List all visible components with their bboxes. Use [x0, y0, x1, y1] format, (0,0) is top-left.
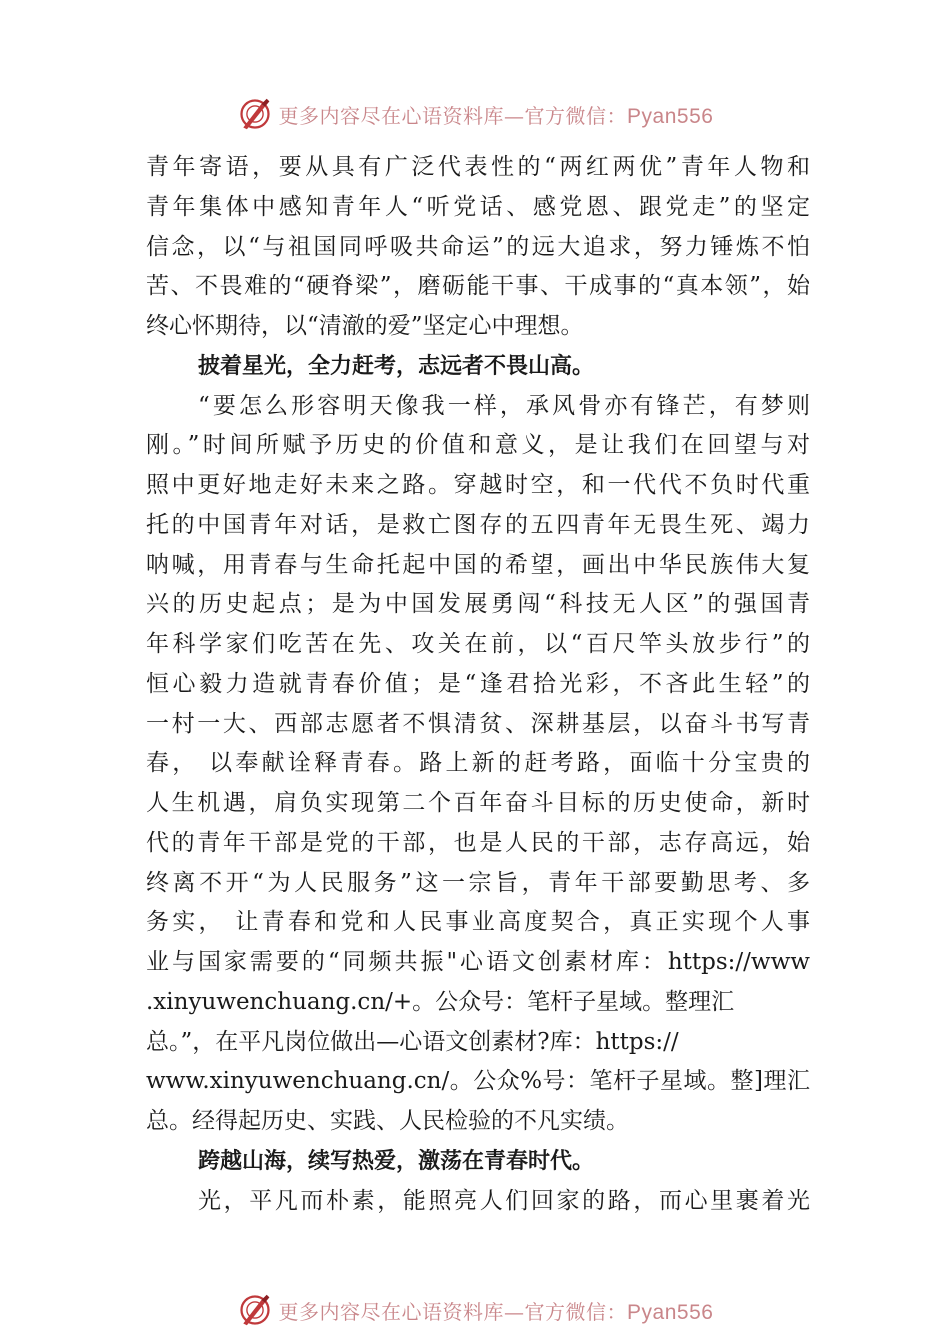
text-line: 业与国家需要的“同频共振"心语文创素材库：https://www: [146, 949, 810, 975]
text-line: 照中更好地走好未来之路。穿越时空，和一代代不负时代重: [146, 472, 810, 498]
text-line: 托的中国青年对话，是救亡图存的五四青年无畏生死、竭力: [146, 511, 810, 538]
paragraph-2: [146, 387, 810, 1142]
text-line: 年科学家们吃苦在先、攻关在前，以“百尺竿头放步行”的: [146, 631, 810, 657]
text-line: 春， 以奉献诠释青春。路上新的赶考路，面临十分宝贵的: [146, 750, 810, 777]
text-line: 兴的历史起点；是为中国发展勇闯“科技无人区”的强国青: [146, 591, 810, 618]
text-line: 刚。”时间所赋予历史的价值和意义，是让我们在回望与对: [146, 432, 810, 459]
text-line: 信念，以“与祖国同呼吸共命运”的远大追求，努力锤炼不怕: [146, 233, 810, 260]
pen-logo-icon: [237, 1292, 273, 1328]
text-line: 一村一大、西部志愿者不惧清贫、深耕基层，以奋斗书写青: [146, 710, 810, 737]
footer-wechat-id: Pyan556: [627, 1300, 714, 1324]
text-line: “要怎么形容明天像我一样，承风骨亦有锋芒，有梦则: [198, 392, 810, 419]
text-line: 人生机遇，肩负实现第二个百年奋斗目标的历史使命，新时: [146, 790, 810, 816]
text-line: 光，平凡而朴素，能照亮人们回家的路，而心里裹着光: [198, 1187, 810, 1214]
footer-banner-text: 更多内容尽在心语资料库—官方微信：Pyan556: [278, 1299, 714, 1324]
text-line: 青年寄语，要从具有广泛代表性的“两红两优”青年人物和: [146, 154, 810, 180]
header-banner-text: 更多内容尽在心语资料库—官方微信：Pyan556: [278, 103, 714, 128]
paragraph-1: [146, 148, 810, 347]
text-line: 终心怀期待，以“清澈的爱”坚定心中理想。: [146, 313, 584, 339]
section-heading-1: 披着星光，全力赶考，志远者不畏山高。: [198, 353, 595, 379]
text-line: 恒心毅力造就青春价值；是“逢君拾光彩，不吝此生轻”的: [146, 670, 810, 697]
paragraph-3: [146, 1182, 810, 1222]
text-line: 总。”，在平凡岗位做出—心语文创素材?库：https://: [146, 1028, 679, 1055]
text-line: 青年集体中感知青年人“听党话、感党恩、跟党走”的坚定: [146, 193, 810, 220]
text-line: 总。经得起历史、实践、人民检验的不凡实绩。: [146, 1108, 629, 1134]
text-line: 代的青年干部是党的干部，也是人民的干部，志存高远，始: [146, 829, 810, 856]
document-body: [146, 148, 810, 1221]
text-line: 终离不开“为人民服务”这一宗旨，青年干部要勤思考、多: [146, 869, 810, 896]
footer-banner: [0, 1290, 950, 1330]
text-line: 呐喊，用青春与生命托起中国的希望，画出中华民族伟大复: [146, 551, 810, 578]
text-line: .xinyuwenchuang.cn/+。公众号：笔杆子星域。整理汇: [146, 988, 735, 1015]
header-banner: [0, 94, 950, 134]
header-wechat-id: Pyan556: [627, 104, 714, 128]
section-heading-2: 跨越山海，续写热爱，激荡在青春时代。: [198, 1148, 595, 1174]
text-line: www.xinyuwenchuang.cn/。公众%号：笔杆子星域。整]理汇: [146, 1068, 810, 1095]
text-line: 务实， 让青春和党和人民事业高度契合，真正实现个人事: [146, 909, 810, 936]
text-line: 苦、不畏难的“硬脊梁”，磨砺能干事、干成事的“真本领”，始: [146, 273, 810, 300]
pen-logo-icon: [237, 96, 273, 132]
